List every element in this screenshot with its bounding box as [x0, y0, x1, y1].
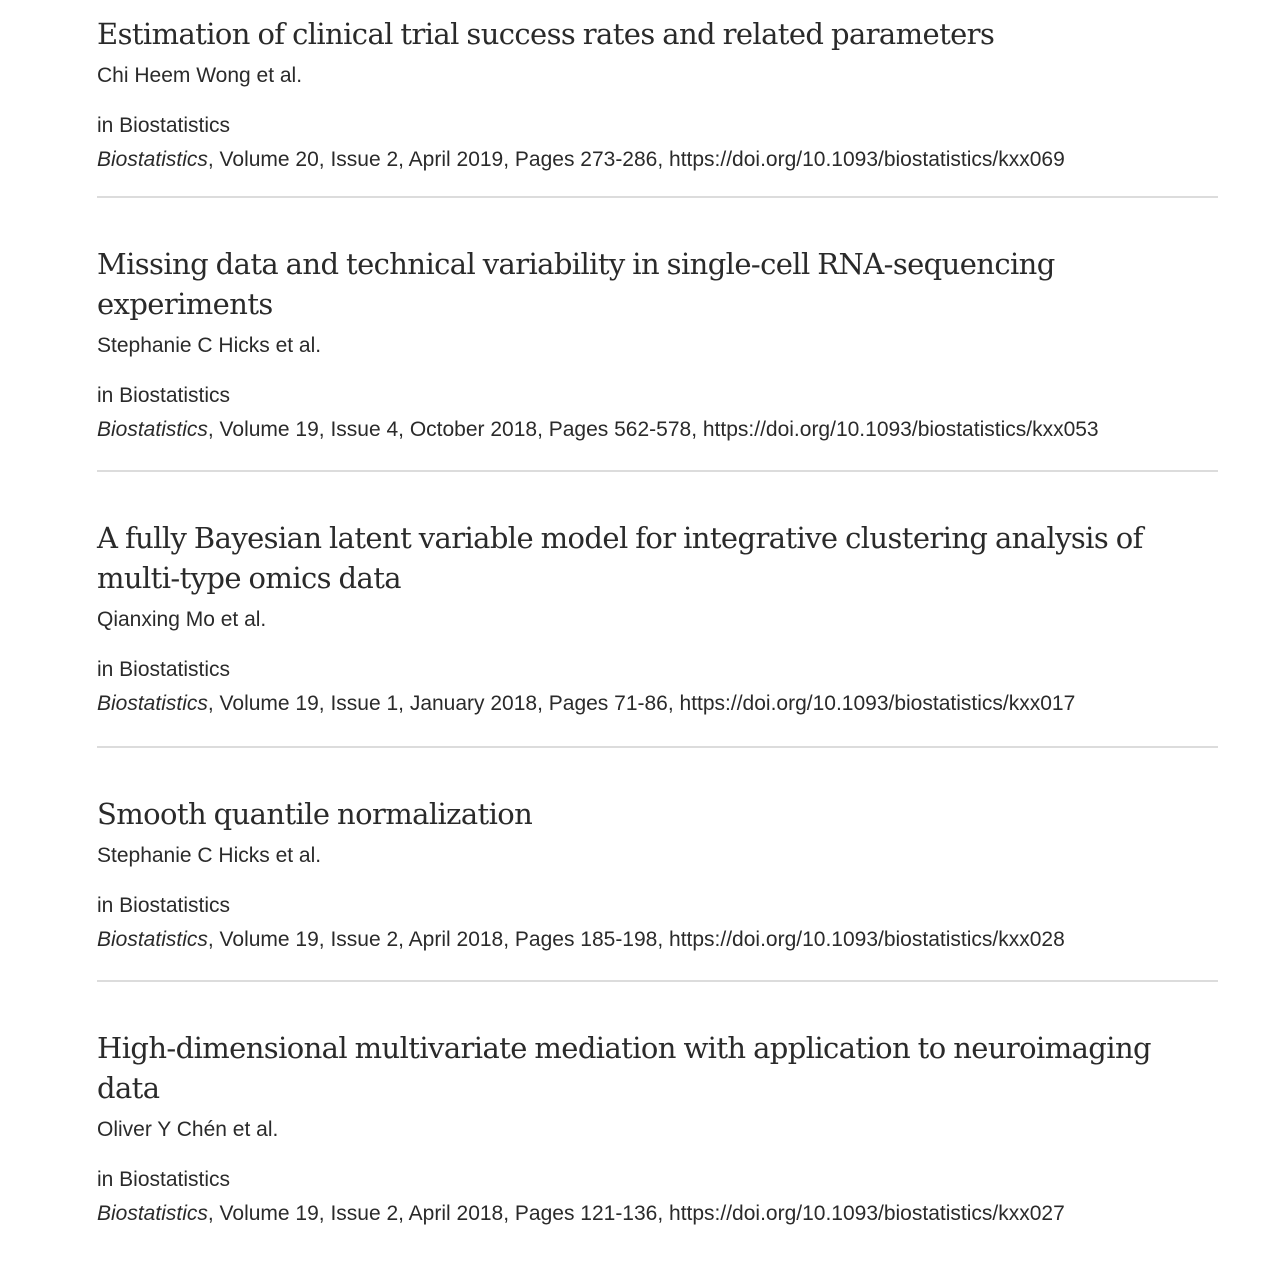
article-authors: Oliver Y Chén et al.: [97, 1118, 279, 1141]
citation-details: , Volume 20, Issue 2, April 2019, Pages 273-286,: [207, 148, 670, 171]
article-authors: Stephanie C Hicks et al.: [97, 334, 322, 357]
article-item: [97, 472, 1218, 748]
article-authors: Chi Heem Wong et al.: [97, 64, 303, 87]
article-authors: Stephanie C Hicks et al.: [97, 844, 322, 867]
citation-details: , Volume 19, Issue 2, April 2018, Pages 121-136,: [207, 1202, 670, 1225]
article-item: [97, 982, 1218, 1254]
article-venue: in Biostatistics: [97, 658, 231, 681]
article-item: [97, 0, 1218, 198]
article-authors: Qianxing Mo et al.: [97, 608, 267, 631]
article-title-link[interactable]: Smooth quantile normalization: [97, 797, 533, 831]
article-citation: [97, 926, 1218, 954]
citation-journal: Biostatistics: [97, 148, 208, 171]
doi-link[interactable]: https://doi.org/10.1093/biostatistics/kxx053: [702, 418, 1099, 441]
article-title-link[interactable]: High-dimensional multivariate mediation with application to neuroimaging data: [97, 1031, 1151, 1105]
citation-journal: Biostatistics: [97, 692, 208, 715]
related-articles-list: [97, 0, 1218, 1254]
article-citation: [97, 690, 1218, 718]
article-citation: [97, 146, 1218, 174]
article-title-link[interactable]: Estimation of clinical trial success rates and related parameters: [97, 17, 995, 51]
doi-link[interactable]: https://doi.org/10.1093/biostatistics/kxx028: [669, 928, 1065, 951]
doi-link[interactable]: https://doi.org/10.1093/biostatistics/kxx017: [679, 692, 1076, 715]
citation-journal: Biostatistics: [97, 1202, 208, 1225]
article-venue: in Biostatistics: [97, 384, 231, 407]
article-item: [97, 748, 1218, 982]
article-citation: [97, 1200, 1218, 1228]
article-venue: in Biostatistics: [97, 1168, 231, 1191]
article-venue: in Biostatistics: [97, 114, 231, 137]
article-venue: in Biostatistics: [97, 894, 231, 917]
citation-details: , Volume 19, Issue 4, October 2018, Pages 562-578,: [207, 418, 703, 441]
citation-journal: Biostatistics: [97, 418, 208, 441]
citation-journal: Biostatistics: [97, 928, 208, 951]
article-citation: [97, 416, 1218, 444]
citation-details: , Volume 19, Issue 2, April 2018, Pages 185-198,: [207, 928, 670, 951]
article-title-link[interactable]: A fully Bayesian latent variable model for integrative clustering analysis of multi-type omics data: [97, 521, 1143, 595]
article-item: [97, 198, 1218, 472]
article-title-link[interactable]: Missing data and technical variability in single-cell RNA-sequencing experiments: [97, 247, 1055, 321]
citation-details: , Volume 19, Issue 1, January 2018, Pages 71-86,: [207, 692, 680, 715]
doi-link[interactable]: https://doi.org/10.1093/biostatistics/kxx069: [669, 148, 1065, 171]
doi-link[interactable]: https://doi.org/10.1093/biostatistics/kxx027: [669, 1202, 1065, 1225]
